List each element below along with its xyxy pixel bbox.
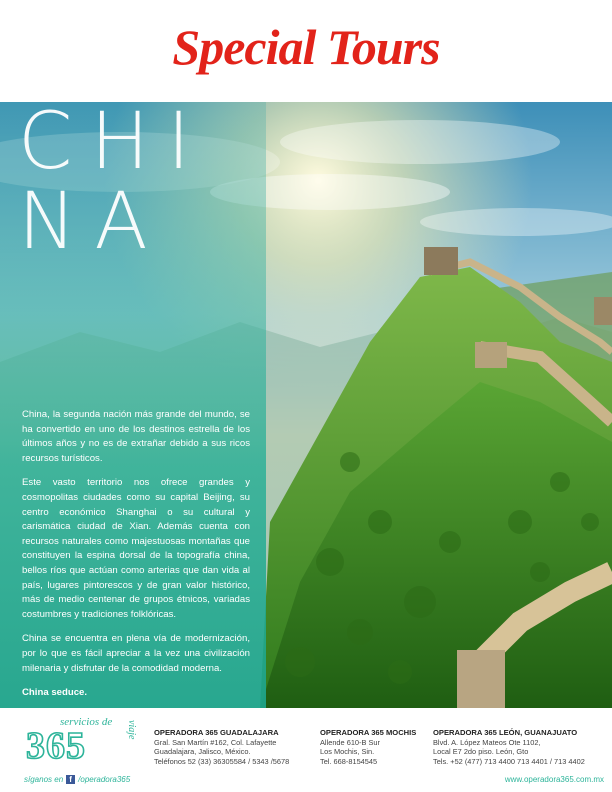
- facebook-icon: f: [66, 775, 75, 784]
- country-title-line-1: CHI: [18, 102, 209, 187]
- tagline: China seduce.: [22, 687, 88, 699]
- logo-side-text: viaje: [126, 720, 137, 740]
- office-mochis: [320, 728, 430, 766]
- office-line: Guadalajara, Jalisco, México.: [154, 747, 251, 757]
- office-line: Allende 610-B Sur: [320, 737, 380, 747]
- paragraph-3: China se encuentra en plena vía de modernización, por lo que es fácil apreciar a la vez una civilización milenaria y disfrutar de la comodidad moderna.: [22, 633, 250, 674]
- country-title-line-2: NA: [18, 177, 166, 267]
- description: [22, 408, 250, 708]
- country-title: [18, 102, 258, 267]
- office-line: Tel. 668-8154545: [320, 756, 378, 766]
- logo-top-text: servicios de: [60, 716, 113, 728]
- website-link[interactable]: www.operadora365.com.mx: [504, 775, 604, 784]
- office-line: Los Mochis, Sin.: [320, 747, 375, 757]
- office-name: OPERADORA 365 LEÓN, GUANAJUATO: [433, 728, 578, 737]
- hero-section: [0, 102, 612, 708]
- text-panel: [0, 102, 266, 708]
- header: [0, 0, 612, 102]
- office-leon: [433, 728, 609, 766]
- office-guadalajara: [154, 728, 314, 766]
- office-line: Teléfonos 52 (33) 36305584 / 5343 /5678: [154, 756, 290, 766]
- logo-number: 365: [26, 725, 86, 767]
- social-link[interactable]: [24, 775, 130, 784]
- paragraph-2: Este vasto territorio nos ofrece grandes y cosmopolitas ciudades como su capital Beijing, su centro económico Shanghai o su cultural y carismática ciudad de Xian. Además cuenta con recursos naturales como majestuosas montañas que constituyen la espina dorsal de la topografía china, bellos ríos que actúan como arterias que dan vida al país, lugares pintorescos y de gran valor histórico, más de medio centenar de grupos étnicos, variadas costumbres y tradiciones folklóricas.: [22, 477, 250, 620]
- social-handle: /operadora365: [78, 775, 131, 784]
- brand-title: Special Tours: [172, 19, 440, 75]
- office-name: OPERADORA 365 GUADALAJARA: [154, 728, 279, 737]
- company-logo: [26, 716, 136, 776]
- office-line: Tels. +52 (477) 713 4400 713 4401 / 713 4402: [433, 756, 585, 766]
- paragraph-1: China, la segunda nación más grande del mundo, se ha convertido en uno de los destinos estrella de los últimos años y no es de extrañar debido a sus ricos recursos turísticos.: [22, 409, 250, 464]
- office-line: Gral. San Martín #162, Col. Lafayette: [154, 737, 277, 747]
- footer: [0, 708, 612, 792]
- office-name: OPERADORA 365 MOCHIS: [320, 728, 417, 737]
- social-prefix: síganos en: [24, 775, 64, 784]
- office-line: Blvd. A. López Mateos Ote 1102,: [433, 737, 541, 747]
- office-line: Local E7 2do piso. León, Gto: [433, 747, 529, 757]
